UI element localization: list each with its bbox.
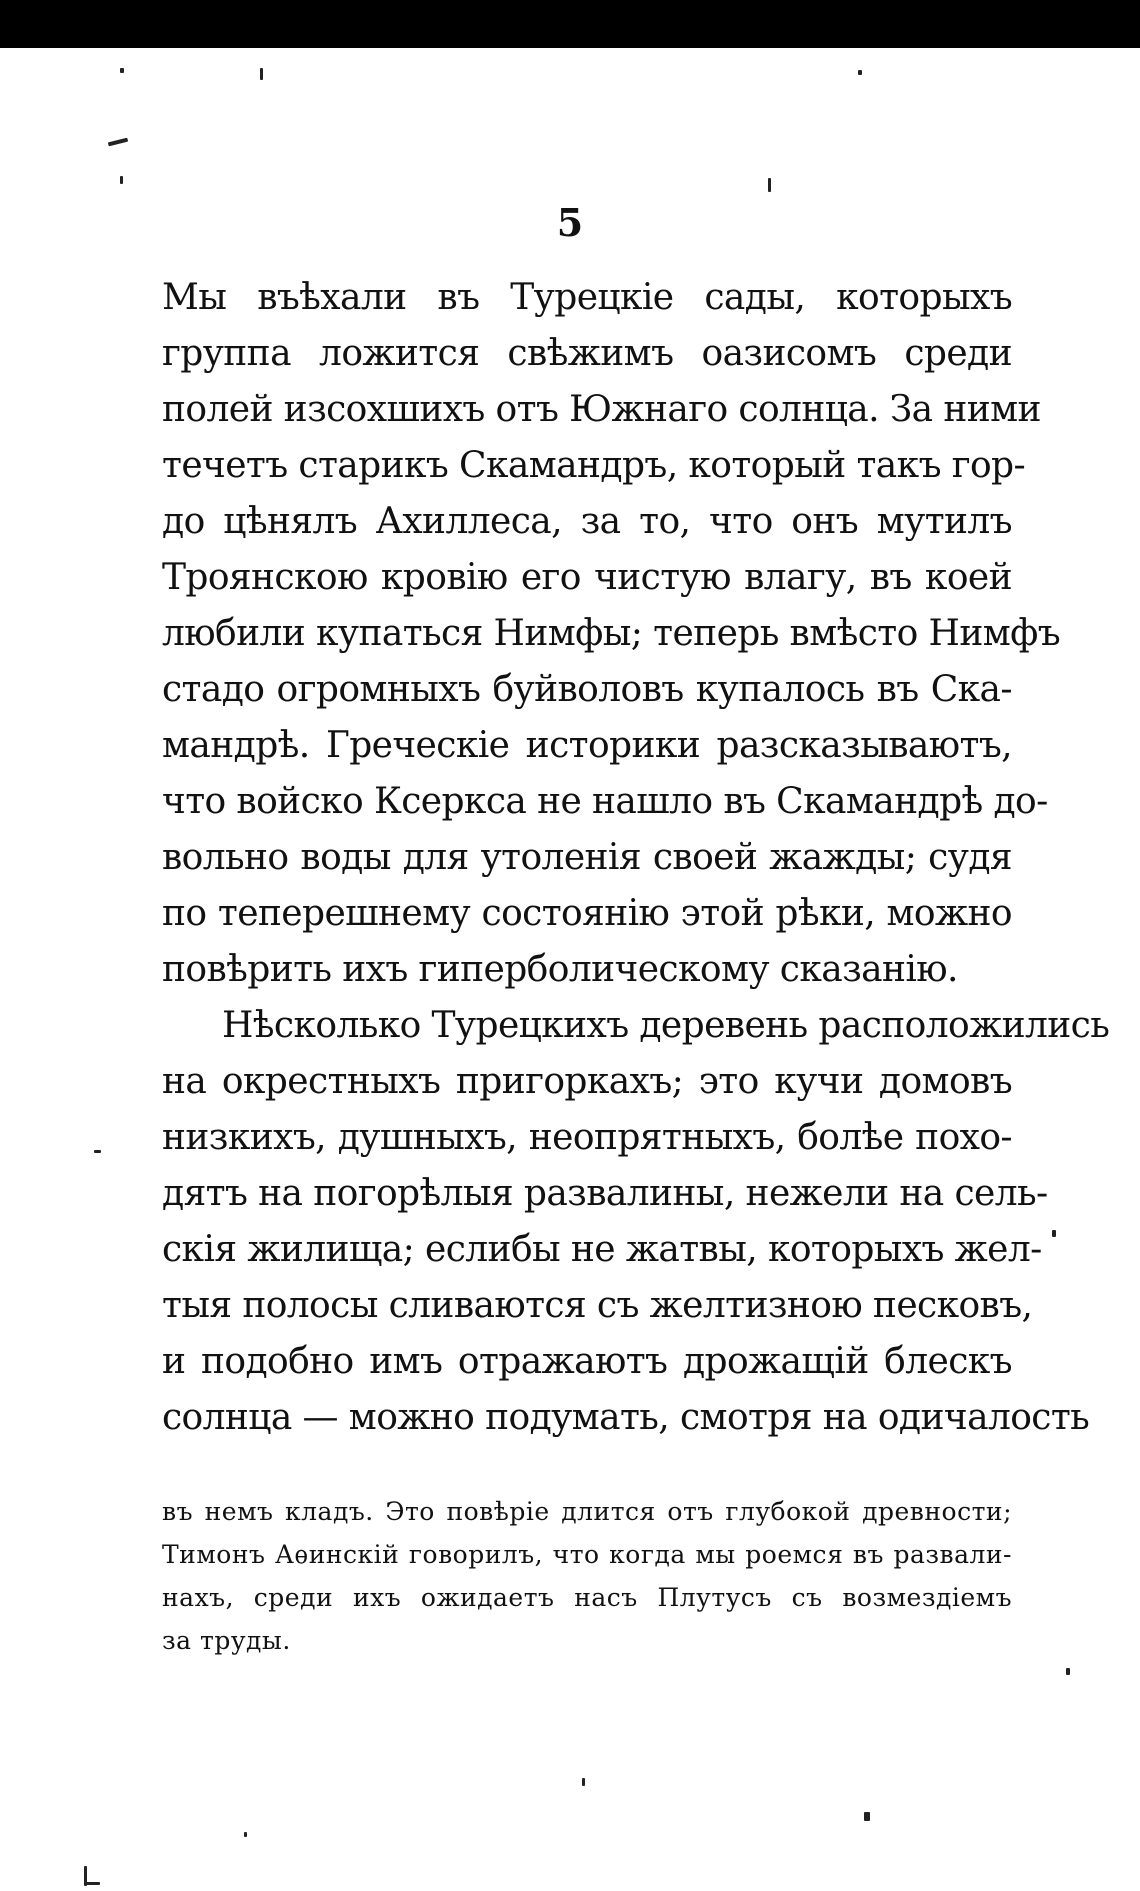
body-line: Троянскою кровію его чистую влагу, въ коей <box>162 557 1012 598</box>
scan-speck <box>768 178 771 192</box>
scan-speck <box>120 68 124 73</box>
body-line: течетъ старикъ Скамандръ, который такъ гор- <box>162 445 1026 486</box>
scan-speck <box>864 1812 870 1821</box>
body-line: полей изсохшихъ отъ Южнаго солнца. За ними <box>162 389 1041 430</box>
footnote-line: Тимонъ Аѳинскій говорилъ, что когда мы роемся въ развали- <box>162 1540 1012 1569</box>
body-line: мандрѣ. Греческіе историки разсказываютъ, <box>162 725 1012 766</box>
body-line: тыя полосы сливаются съ желтизною песковъ, <box>162 1285 1033 1326</box>
scan-speck <box>582 1778 585 1786</box>
body-line: любили купаться Нимфы; теперь вмѣсто Нимфъ <box>162 613 1061 654</box>
scan-speck <box>120 176 123 184</box>
body-line: что войско Ксеркса не нашло въ Скамандрѣ до- <box>162 781 1048 822</box>
body-line: и подобно имъ отражаютъ дрожащій блескъ <box>162 1341 1012 1382</box>
body-line: группа ложится свѣжимъ оазисомъ среди <box>162 333 1012 374</box>
scan-speck <box>244 1832 247 1837</box>
body-line: на окрестныхъ пригоркахъ; это кучи домовъ <box>162 1061 1012 1102</box>
body-line: вольно воды для утоленія своей жажды; судя <box>162 837 1012 878</box>
body-line: по теперешнему состоянію этой рѣки, можно <box>162 893 1012 934</box>
scan-top-border <box>0 0 1140 48</box>
scan-speck <box>94 1150 101 1153</box>
footnote-line: за труды. <box>162 1626 291 1655</box>
scan-speck <box>1052 1230 1056 1237</box>
page-number: 5 <box>556 200 584 245</box>
scan-speck <box>858 70 862 75</box>
scan-speck <box>1066 1668 1070 1675</box>
scan-speck <box>108 138 128 147</box>
footnote <box>162 1490 1012 1662</box>
body-line: Нѣсколько Турецкихъ деревень расположились <box>222 1005 1110 1046</box>
main-text <box>162 270 1110 1446</box>
scan-speck <box>260 68 263 80</box>
footnote-line: въ немъ кладъ. Это повѣріе длится отъ глубокой древности; <box>162 1497 1012 1526</box>
body-line: солнца — можно подумать, смотря на одичалость <box>162 1397 1090 1438</box>
body-line: низкихъ, душныхъ, неопрятныхъ, болѣе похо- <box>162 1117 1012 1158</box>
scan-speck <box>84 1882 100 1885</box>
body-line: повѣрить ихъ гиперболическому сказанію. <box>162 949 958 990</box>
body-line: до цѣнялъ Ахиллеса, за то, что онъ мутилъ <box>162 501 1012 542</box>
body-line: Мы въѣхали въ Турецкіе сады, которыхъ <box>162 277 1012 318</box>
body-line: дятъ на погорѣлыя развалины, нежели на сель- <box>162 1173 1048 1214</box>
body-line: стадо огромныхъ буйволовъ купалось въ Ска- <box>162 669 1012 710</box>
body-line: скія жилища; еслибы не жатвы, которыхъ жел- <box>162 1229 1042 1270</box>
footnote-line: нахъ, среди ихъ ожидаетъ насъ Плутусъ съ возмездіемъ <box>162 1583 1012 1612</box>
